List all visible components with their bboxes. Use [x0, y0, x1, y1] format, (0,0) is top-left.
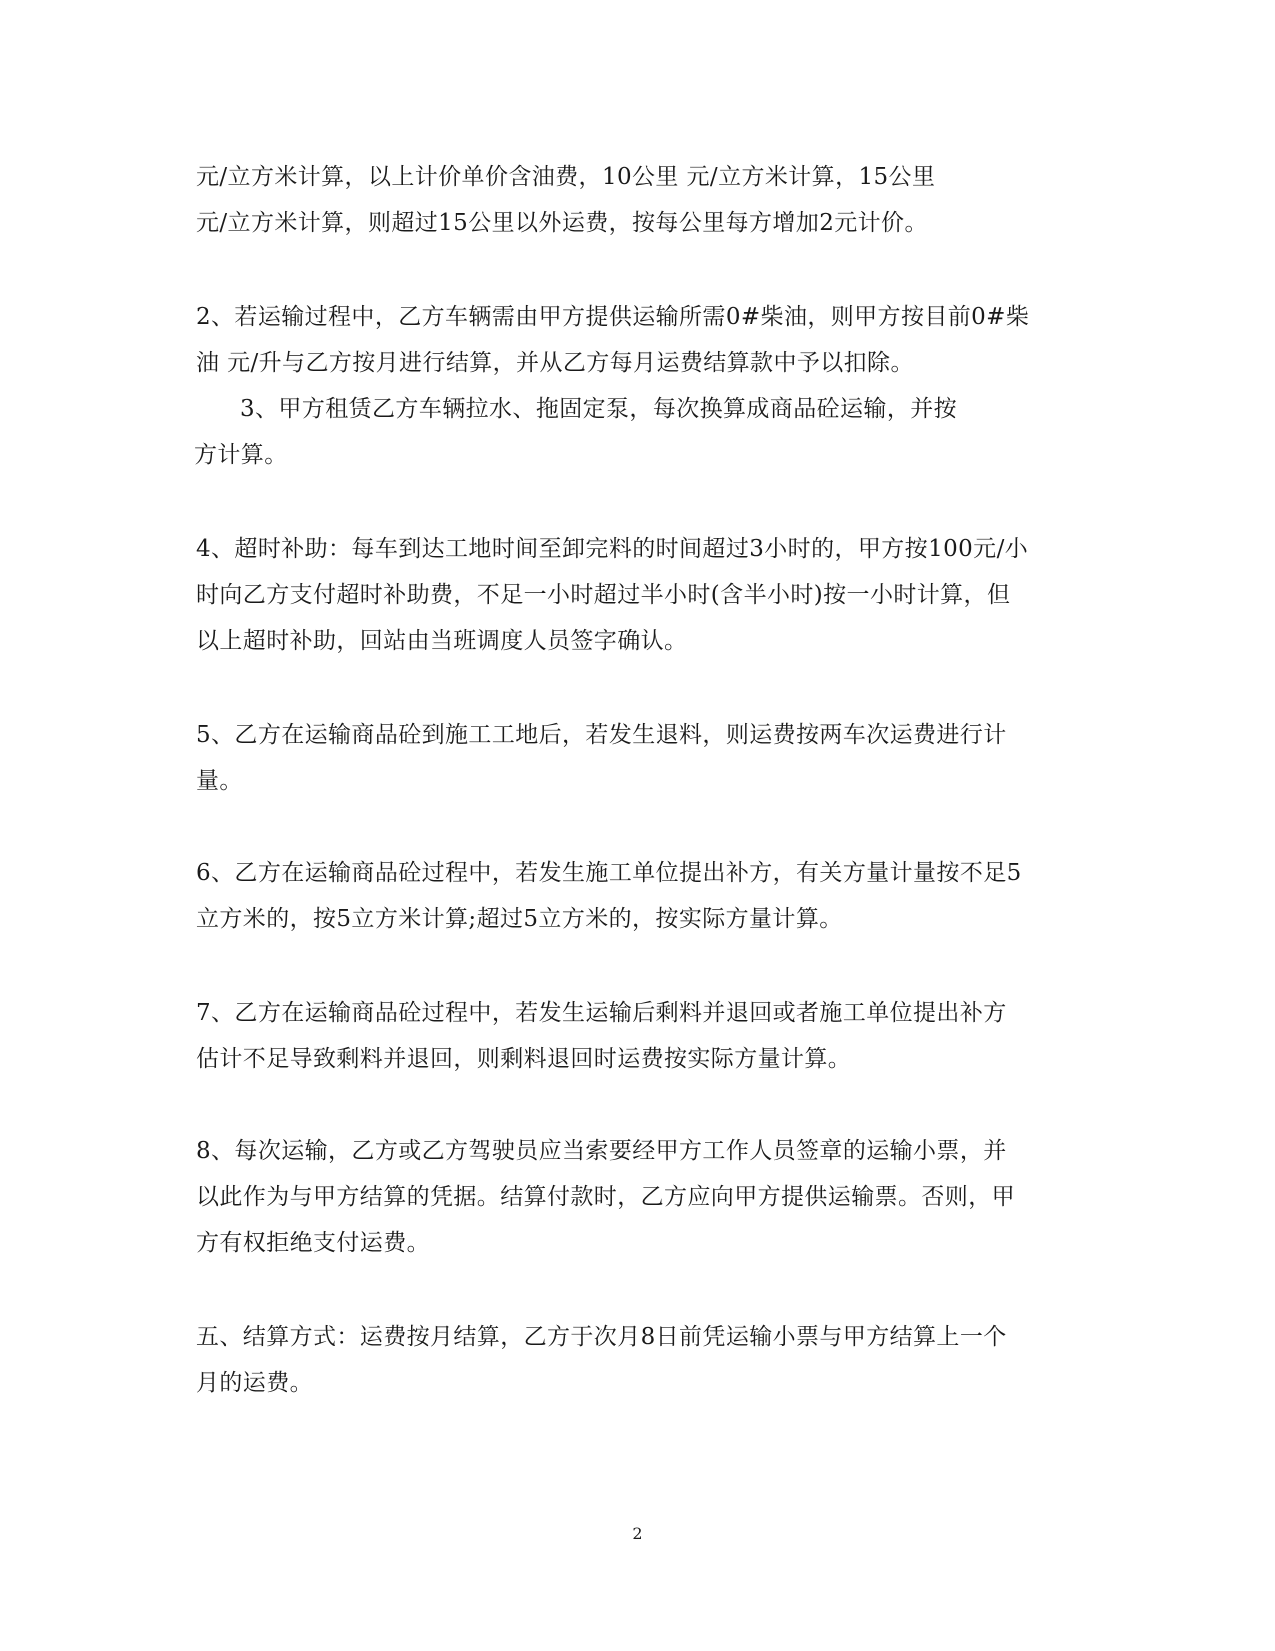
text-line: 元/立方米计算，以上计价单价含油费，10公里 元/立方米计算，15公里: [196, 164, 936, 190]
text-line: 时向乙方支付超时补助费，不足一小时超过半小时(含半小时)按一小时计算，但: [196, 582, 1011, 608]
text-line: 5、乙方在运输商品砼到施工工地后，若发生退料，则运费按两车次运费进行计: [196, 722, 1007, 748]
text-line: 估计不足导致剩料并退回，则剩料退回时运费按实际方量计算。: [196, 1046, 852, 1072]
text-line: 量。: [196, 768, 243, 794]
text-line: 油 元/升与乙方按月进行结算，并从乙方每月运费结算款中予以扣除。: [196, 350, 914, 376]
text-line: 4、超时补助：每车到达工地时间至卸完料的时间超过3小时的，甲方按100元/小: [196, 536, 1029, 562]
text-line: 立方米的，按5立方米计算;超过5立方米的，按实际方量计算。: [196, 906, 843, 932]
text-line: 6、乙方在运输商品砼过程中，若发生施工单位提出补方，有关方量计量按不足5: [196, 860, 1022, 886]
text-line: 方计算。: [194, 442, 288, 468]
page-number: 2: [632, 1524, 643, 1543]
text-line: 以上超时补助，回站由当班调度人员签字确认。: [196, 628, 688, 654]
text-line: 以此作为与甲方结算的凭据。结算付款时，乙方应向甲方提供运输票。否则，甲: [196, 1184, 1015, 1210]
text-line: 7、乙方在运输商品砼过程中，若发生运输后剩料并退回或者施工单位提出补方: [196, 1000, 1007, 1026]
text-line: 方有权拒绝支付运费。: [196, 1230, 430, 1256]
text-line: 3、甲方租赁乙方车辆拉水、拖固定泵，每次换算成商品砼运输，并按: [240, 396, 958, 422]
text-line: 月的运费。: [196, 1370, 313, 1396]
text-line: 元/立方米计算，则超过15公里以外运费，按每公里每方增加2元计价。: [196, 210, 928, 236]
text-line: 8、每次运输，乙方或乙方驾驶员应当索要经甲方工作人员签章的运输小票，并: [196, 1138, 1007, 1164]
text-line: 2、若运输过程中，乙方车辆需由甲方提供运输所需0#柴油，则甲方按目前0#柴: [196, 304, 1030, 330]
text-line: 五、结算方式：运费按月结算，乙方于次月8日前凭运输小票与甲方结算上一个: [196, 1324, 1007, 1350]
